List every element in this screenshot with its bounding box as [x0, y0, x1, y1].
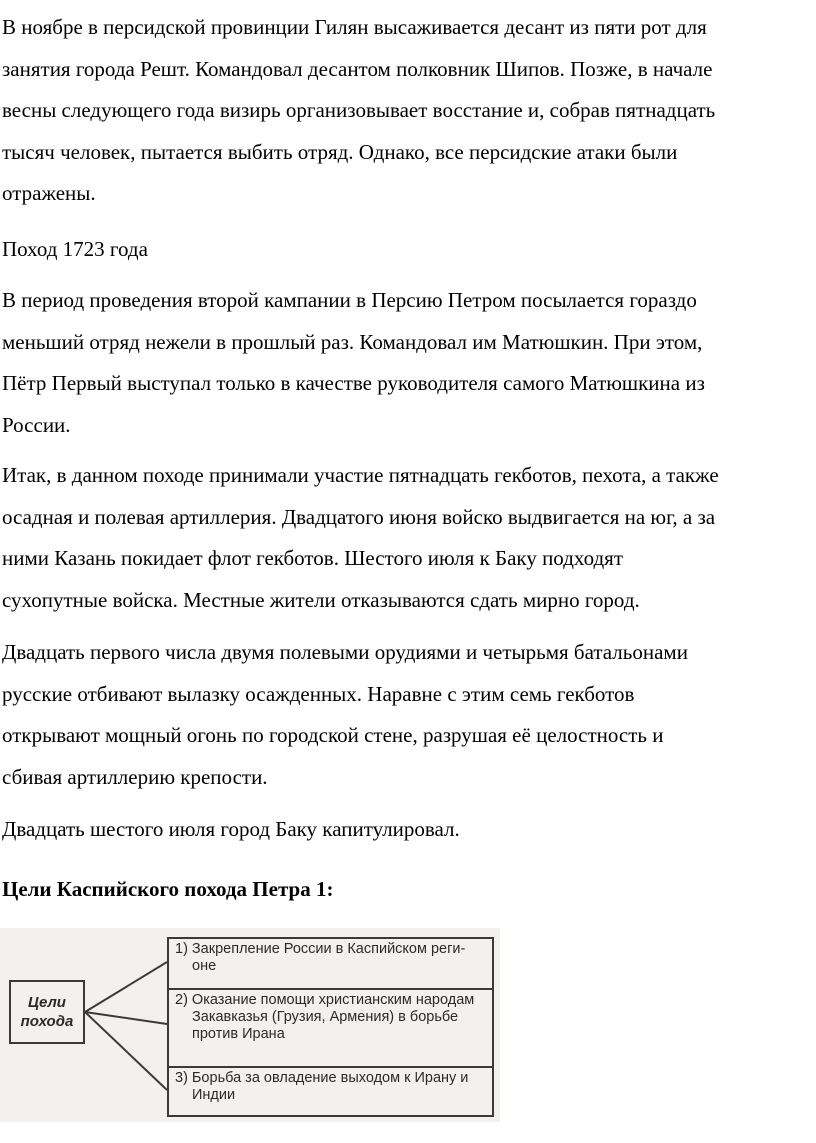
- text-line: меньший отряд нежели в прошлый раз. Командовал им Матюшкин. При этом,: [2, 329, 703, 354]
- text-line: весны следующего года визирь организовывает восстание и, собрав пятнадцать: [2, 98, 716, 122]
- text-line: Пётр Первый выступал только в качестве руководителя самого Матюшкина из: [2, 371, 705, 395]
- goal-item-text: Индии: [192, 1087, 236, 1103]
- text-line: сбивая артиллерию крепости.: [2, 764, 268, 789]
- paragraph-gilan-landing: [0, 7, 715, 215]
- connector-line-1: [85, 962, 167, 1012]
- text-line: занятия города Решт. Командовал десантом полковник Шипов. Позже, в начале: [2, 56, 713, 81]
- paragraph-second-campaign: [0, 280, 705, 446]
- text-line: открывают мощный огонь по городской стене, разрушая её целостность и: [2, 723, 664, 747]
- text-line: сухопутные войска. Местные жители отказываются сдать мирно город.: [2, 587, 640, 612]
- text-line: осадная и полевая артиллерия. Двадцатого июня войско выдвигается на юг, а за: [2, 504, 716, 529]
- goals-label-line: похода: [20, 1013, 74, 1030]
- goal-item-text: 2) Оказание помощи христианским народам: [175, 992, 475, 1008]
- goals-list-box: [167, 937, 494, 1117]
- paragraph-capitulation: [0, 809, 460, 851]
- goals-label-box: [9, 980, 85, 1044]
- goals-label-line: Цели: [28, 994, 66, 1011]
- campaign-goals-diagram: [0, 928, 500, 1122]
- text-line: В период проведения второй кампании в Персию Петром посылается гораздо: [2, 288, 697, 312]
- goals-heading: Цели Каспийского похода Петра 1:: [2, 877, 334, 901]
- text-line: Двадцать первого числа двумя полевыми орудиями и четырьмя батальонами: [2, 640, 688, 664]
- text-line: ними Казань покидает флот гекботов. Шестого июля к Баку подходят: [2, 546, 623, 570]
- goal-item-3: [169, 1068, 492, 1116]
- text-line: тысяч человек, пытается выбить отряд. Однако, все персидские атаки были: [2, 139, 678, 164]
- text-line: Итак, в данном походе принимали участие пятнадцать гекботов, пехота, а также: [2, 463, 719, 487]
- text-line: русские отбивают вылазку осажденных. Наравне с этим семь гекботов: [2, 681, 635, 706]
- paragraph-siege: [0, 632, 688, 798]
- text-line: В ноябре в персидской провинции Гилян высаживается десант из пяти рот для: [2, 15, 707, 39]
- goal-item-text: 3) Борьба за овладение выходом к Ирану и: [175, 1070, 469, 1086]
- goal-item-2: [169, 990, 492, 1068]
- section-title-campaign-1723: [0, 229, 148, 271]
- connector-line-2: [85, 1012, 167, 1024]
- goal-item-text: против Ирана: [192, 1026, 285, 1042]
- text-line: Двадцать шестого июля город Баку капитулировал.: [2, 817, 460, 841]
- goal-item-text: 1) Закрепление России в Каспийском реги-: [175, 941, 466, 957]
- goal-item-text: оне: [192, 958, 217, 974]
- text-line: Поход 1723 года: [2, 237, 148, 261]
- text-line: отражены.: [2, 181, 96, 205]
- connector-line-3: [85, 1012, 167, 1090]
- text-line: России.: [2, 412, 71, 437]
- paragraph-forces-advance: [0, 455, 719, 621]
- goal-item-1: [169, 939, 492, 990]
- goal-item-text: Закавказья (Грузия, Армения) в борьбе: [192, 1009, 459, 1025]
